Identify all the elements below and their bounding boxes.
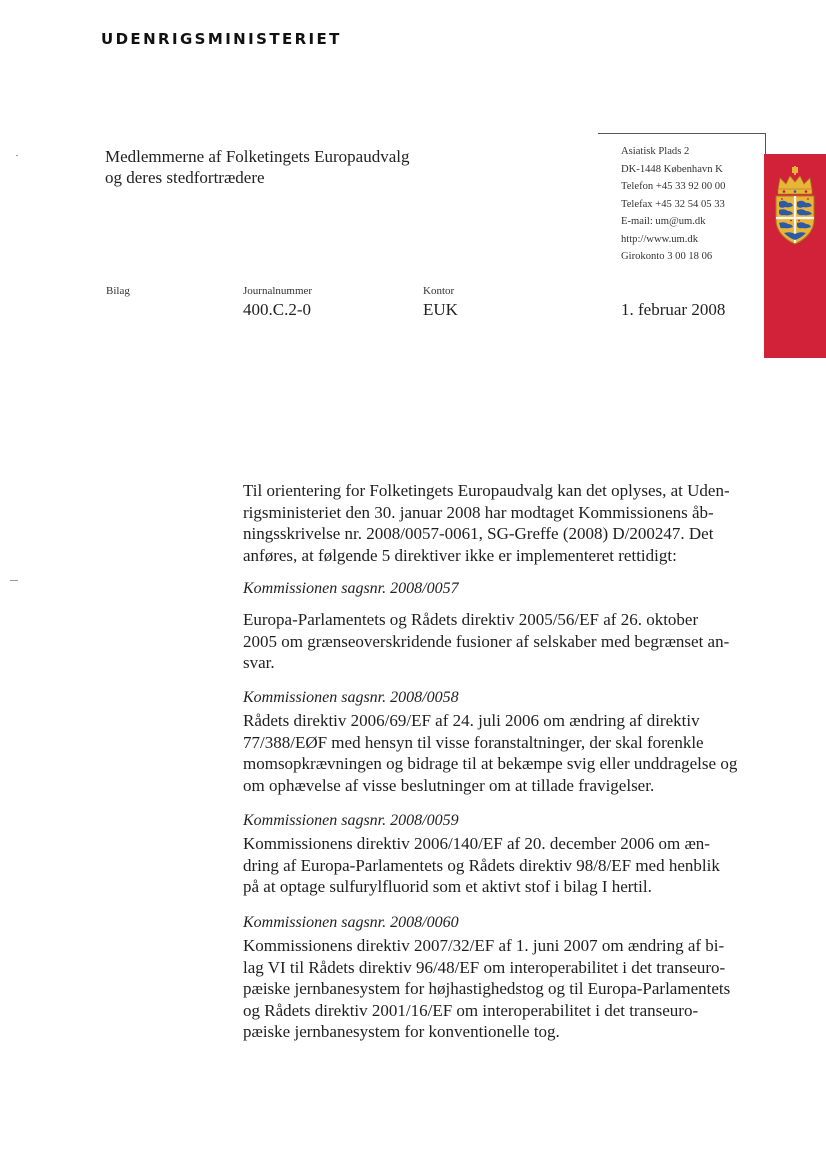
address-giro: Girokonto 3 00 18 06 [621, 251, 713, 262]
bilag-label: Bilag [106, 285, 130, 297]
case-line: lag VI til Rådets direktiv 96/48/EF om interoperabilitet i det transeuro- [243, 957, 726, 977]
case-body [243, 935, 756, 1043]
case-heading: Kommissionen sagsnr. 2008/0057 [243, 580, 459, 597]
case-line: Europa-Parlamentets og Rådets direktiv 2005/56/EF af 26. oktober [243, 610, 699, 629]
address-divider-tick [765, 133, 766, 155]
letter-date: 1. februar 2008 [621, 300, 726, 319]
case-line: pæiske jernbanesystem for højhastighedstog og til Europa-Parlamentets [243, 979, 731, 998]
ministry-name: UDENRIGSMINISTERIET [101, 30, 342, 48]
intro-line: anføres, at følgende 5 direktiver ikke er implementeret rettidigt: [243, 545, 677, 565]
case-line: om ophævelse af visse beslutninger om at tillade fravigelser. [243, 775, 655, 795]
case-heading: Kommissionen sagsnr. 2008/0058 [243, 689, 459, 706]
kontor-value: EUK [423, 300, 458, 319]
case-line: Kommissionens direktiv 2006/140/EF af 20. december 2006 om æn- [243, 834, 710, 853]
case-heading: Kommissionen sagsnr. 2008/0059 [243, 812, 459, 829]
coat-of-arms-icon [772, 166, 818, 246]
recipient-block [105, 146, 410, 188]
case-line: 77/388/EØF med hensyn til visse foranstaltninger, der skal forenkle [243, 732, 704, 752]
intro-line: rigsministeriet den 30. januar 2008 har modtaget Kommissionens åb- [243, 502, 714, 522]
address-phone: Telefon +45 33 92 00 00 [621, 181, 726, 192]
sender-address [621, 143, 725, 266]
case-body [243, 710, 756, 796]
intro-line: Til orientering for Folketingets Europaudvalg kan det oplyses, at Uden- [243, 481, 730, 500]
case-line: 2005 om grænseoverskridende fusioner af selskaber med begrænset an- [243, 631, 730, 651]
brand-bar [764, 154, 826, 358]
address-fax: Telefax +45 32 54 05 33 [621, 198, 725, 210]
address-email: E-mail: um@um.dk [621, 216, 706, 227]
case-line: dring af Europa-Parlamentets og Rådets direktiv 98/8/EF med henblik [243, 855, 720, 875]
case-line: Rådets direktiv 2006/69/EF af 24. juli 2006 om ændring af direktiv [243, 711, 700, 730]
scan-speck [16, 155, 18, 156]
address-city: DK-1448 København K [621, 163, 723, 175]
case-line: svar. [243, 653, 275, 672]
intro-paragraph [243, 480, 756, 566]
kontor-label: Kontor [423, 285, 455, 297]
journal-number: 400.C.2-0 [243, 300, 311, 319]
address-divider [598, 133, 766, 134]
recipient-line-2: og deres stedfortrædere [105, 168, 265, 187]
case-line: momsopkrævningen og bidrage til at bekæmpe svig eller unddragelse og [243, 754, 738, 773]
scan-speck [10, 580, 18, 581]
case-heading: Kommissionen sagsnr. 2008/0060 [243, 914, 459, 931]
case-line: pæiske jernbanesystem for konventionelle tog. [243, 1022, 560, 1041]
case-body [243, 609, 756, 674]
case-line: på at optage sulfurylfluorid som et aktivt stof i bilag I hertil. [243, 877, 652, 896]
recipient-line-1: Medlemmerne af Folketingets Europaudvalg [105, 147, 410, 166]
case-body [243, 833, 756, 898]
case-line: og Rådets direktiv 2001/16/EF om interoperabilitet i det transeuro- [243, 1000, 699, 1020]
intro-line: ningsskrivelse nr. 2008/0057-0061, SG-Greffe (2008) D/200247. Det [243, 524, 714, 543]
address-street: Asiatisk Plads 2 [621, 146, 690, 157]
case-line: Kommissionens direktiv 2007/32/EF af 1. juni 2007 om ændring af bi- [243, 936, 725, 955]
address-web: http://www.um.dk [621, 233, 699, 245]
journal-label: Journalnummer [243, 285, 313, 297]
